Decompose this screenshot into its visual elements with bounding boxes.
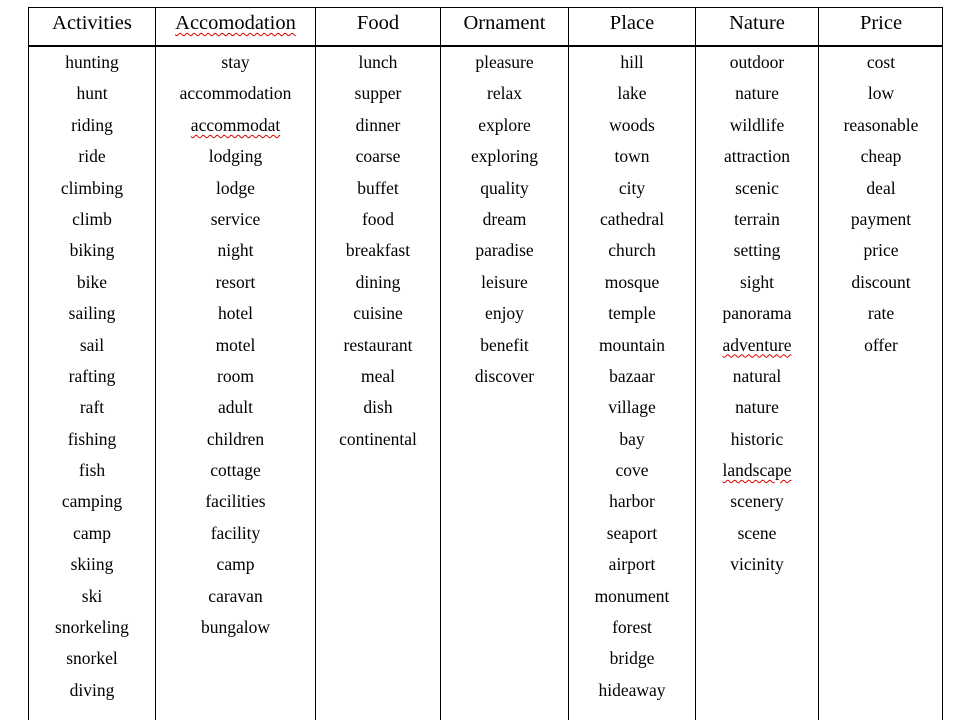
- column-food: [316, 8, 441, 720]
- column-body: [29, 53, 155, 712]
- table-cell: [696, 273, 818, 304]
- table-cell: [569, 524, 695, 555]
- table-cell: [316, 336, 440, 367]
- cell-word: lunch: [358, 52, 398, 72]
- table-cell: [29, 398, 155, 429]
- cell-word: meal: [360, 365, 395, 386]
- table-cell: [441, 210, 568, 241]
- column-header-text: Accomodation: [175, 12, 296, 34]
- table-cell: [569, 210, 695, 241]
- table-cell: [696, 555, 818, 586]
- cell-word: reasonable: [843, 114, 919, 135]
- column-header-ornament: Ornament: [463, 12, 546, 34]
- cell-word: landscape: [722, 460, 792, 481]
- column-price: [819, 8, 943, 720]
- word-category-table: [28, 7, 943, 720]
- column-ornament: [441, 8, 569, 720]
- table-cell: [696, 147, 818, 178]
- cell-word: room: [217, 365, 254, 386]
- table-cell: [819, 179, 943, 210]
- cell-word: setting: [733, 240, 781, 261]
- cell-word: children: [206, 428, 265, 449]
- cell-word: paradise: [475, 240, 534, 261]
- cell-word: cheap: [860, 146, 902, 167]
- column-header-activities: Activities: [52, 12, 132, 34]
- cell-word: dining: [355, 271, 401, 292]
- cell-word: scenic: [735, 177, 779, 198]
- table-cell: [696, 53, 818, 84]
- cell-word: facilities: [205, 491, 266, 512]
- table-cell: [316, 84, 440, 115]
- table-cell: [696, 430, 818, 461]
- cell-word: cottage: [210, 460, 261, 481]
- cell-word: biking: [69, 240, 115, 261]
- table-cell: [569, 53, 695, 84]
- cell-word: relax: [487, 83, 522, 104]
- table-cell: [696, 84, 818, 115]
- table-cell: [156, 304, 315, 335]
- cell-word: accommodat: [190, 114, 281, 135]
- table-cell: [29, 430, 155, 461]
- cell-word: adult: [218, 397, 253, 418]
- table-cell: [29, 241, 155, 272]
- table-cell: [696, 367, 818, 398]
- table-cell: [569, 618, 695, 649]
- table-cell: [441, 179, 568, 210]
- table-cell: [441, 241, 568, 272]
- table-cell: [29, 304, 155, 335]
- cell-word: lodging: [208, 146, 263, 167]
- cell-word: village: [608, 397, 656, 418]
- cell-word: dream: [482, 208, 527, 229]
- table-cell: [29, 53, 155, 84]
- column-body: [441, 53, 568, 398]
- cell-word: hunting: [65, 52, 119, 72]
- table-cell: [819, 241, 943, 272]
- cell-word: hunt: [76, 83, 108, 104]
- column-body: [569, 53, 695, 712]
- table-cell: [569, 116, 695, 147]
- cell-word: snorkel: [66, 648, 118, 669]
- table-cell: [156, 398, 315, 429]
- column-header-food: Food: [356, 12, 400, 34]
- table-cell: [819, 336, 943, 367]
- table-cell: [569, 461, 695, 492]
- table-cell: [441, 116, 568, 147]
- cell-word: wildlife: [729, 114, 785, 135]
- column-header-place: Place: [609, 12, 655, 34]
- table-cell: [29, 273, 155, 304]
- column-activities: [29, 8, 156, 720]
- cell-word: sailing: [68, 303, 116, 324]
- table-cell: [819, 116, 943, 147]
- cell-word: monument: [594, 585, 670, 606]
- table-cell: [569, 492, 695, 523]
- column-body: [819, 53, 943, 367]
- cell-word: restaurant: [343, 334, 413, 355]
- table-cell: [819, 273, 943, 304]
- cell-word: ride: [78, 146, 106, 167]
- table-cell: [29, 587, 155, 618]
- cell-word: panorama: [722, 303, 792, 324]
- cell-word: explore: [478, 114, 531, 135]
- cell-word: forest: [612, 617, 652, 638]
- cell-word: cathedral: [599, 208, 665, 229]
- table-cell: [316, 367, 440, 398]
- table-cell: [819, 147, 943, 178]
- table-cell: [441, 273, 568, 304]
- table-cell: [156, 53, 315, 84]
- table-cell: [29, 336, 155, 367]
- cell-word: lodge: [216, 177, 255, 198]
- table-cell: [316, 179, 440, 210]
- cell-word: bungalow: [200, 617, 271, 638]
- table-cell: [316, 147, 440, 178]
- table-cell: [569, 555, 695, 586]
- table-cell: [569, 241, 695, 272]
- cell-word: food: [361, 208, 395, 229]
- cell-word: bay: [619, 428, 645, 449]
- table-cell: [29, 681, 155, 712]
- table-cell: [29, 84, 155, 115]
- table-cell: [441, 304, 568, 335]
- column-accomodation: [156, 8, 316, 720]
- table-cell: [29, 116, 155, 147]
- column-header-price: Price: [859, 12, 903, 34]
- cell-word: pleasure: [475, 52, 534, 72]
- cell-word: resort: [215, 271, 256, 292]
- table-cell: [441, 53, 568, 84]
- cell-word: ski: [81, 585, 103, 606]
- table-cell: [819, 53, 943, 84]
- cell-word: buffet: [357, 177, 399, 198]
- cell-word: fishing: [67, 428, 117, 449]
- cell-word: cove: [615, 460, 649, 481]
- table-cell: [29, 618, 155, 649]
- table-cell: [156, 147, 315, 178]
- cell-word: historic: [730, 428, 784, 449]
- cell-word: mountain: [598, 334, 666, 355]
- table-cell: [569, 273, 695, 304]
- cell-word: offer: [864, 334, 898, 355]
- cell-word: hill: [620, 52, 644, 72]
- cell-word: enjoy: [485, 303, 524, 324]
- cell-word: harbor: [609, 491, 655, 512]
- table-cell: [316, 273, 440, 304]
- table-cell: [569, 304, 695, 335]
- cell-word: discount: [851, 271, 911, 292]
- table-cell: [696, 179, 818, 210]
- cell-word: payment: [850, 208, 912, 229]
- table-cell: [316, 398, 440, 429]
- table-cell: [316, 304, 440, 335]
- table-cell: [156, 524, 315, 555]
- table-cell: [156, 461, 315, 492]
- cell-word: fish: [78, 460, 106, 481]
- table-cell: [316, 241, 440, 272]
- table-cell: [696, 241, 818, 272]
- table-cell: [156, 241, 315, 272]
- table-cell: [819, 210, 943, 241]
- cell-word: woods: [609, 114, 655, 135]
- table-cell: [29, 179, 155, 210]
- cell-word: hideaway: [598, 679, 666, 700]
- cell-word: vicinity: [730, 554, 784, 575]
- cell-word: bike: [76, 271, 108, 292]
- cell-word: airport: [608, 554, 656, 575]
- table-cell: [29, 461, 155, 492]
- table-cell: [29, 524, 155, 555]
- cell-word: caravan: [208, 585, 263, 606]
- cell-word: bridge: [609, 648, 655, 669]
- table-cell: [696, 398, 818, 429]
- cell-word: accommodation: [179, 83, 292, 104]
- cell-word: scenery: [730, 491, 784, 512]
- cell-word: snorkeling: [55, 617, 129, 638]
- cell-word: sight: [739, 271, 775, 292]
- cell-word: benefit: [480, 334, 529, 355]
- table-cell: [156, 555, 315, 586]
- table-cell: [819, 84, 943, 115]
- cell-word: deal: [866, 177, 896, 198]
- cell-word: outdoor: [729, 52, 785, 72]
- table-cell: [569, 84, 695, 115]
- table-cell: [156, 210, 315, 241]
- table-cell: [156, 116, 315, 147]
- table-cell: [569, 336, 695, 367]
- cell-word: scene: [737, 522, 777, 543]
- table-cell: [29, 147, 155, 178]
- table-cell: [569, 147, 695, 178]
- column-place: [569, 8, 696, 720]
- table-cell: [156, 430, 315, 461]
- cell-word: sail: [79, 334, 105, 355]
- cell-word: breakfast: [345, 240, 411, 261]
- cell-word: facility: [210, 522, 261, 543]
- table-cell: [569, 587, 695, 618]
- table-cell: [316, 116, 440, 147]
- cell-word: temple: [608, 303, 656, 324]
- table-cell: [316, 210, 440, 241]
- table-cell: [29, 555, 155, 586]
- cell-word: supper: [354, 83, 402, 104]
- table-cell: [316, 430, 440, 461]
- cell-word: coarse: [355, 146, 401, 167]
- table-cell: [29, 492, 155, 523]
- table-cell: [29, 367, 155, 398]
- column-body: [316, 53, 440, 461]
- cell-word: cuisine: [353, 303, 403, 324]
- table-cell: [441, 84, 568, 115]
- column-header-nature: Nature: [729, 12, 785, 34]
- table-cell: [156, 179, 315, 210]
- cell-word: dish: [363, 397, 393, 418]
- table-cell: [569, 367, 695, 398]
- table-cell: [696, 210, 818, 241]
- cell-word: city: [618, 177, 646, 198]
- cell-word: town: [614, 146, 650, 167]
- cell-word: bazaar: [609, 365, 655, 386]
- table-cell: [569, 430, 695, 461]
- cell-word: natural: [732, 365, 782, 386]
- cell-word: terrain: [734, 208, 780, 229]
- cell-word: dinner: [355, 114, 401, 135]
- table-cell: [156, 587, 315, 618]
- table-cell: [29, 210, 155, 241]
- table-cell: [696, 336, 818, 367]
- table-cell: [696, 461, 818, 492]
- table-cell: [569, 681, 695, 712]
- table-cell: [29, 649, 155, 680]
- table-cell: [569, 398, 695, 429]
- cell-word: exploring: [470, 146, 539, 167]
- table-cell: [441, 367, 568, 398]
- cell-word: diving: [69, 679, 115, 700]
- cell-word: quality: [480, 177, 529, 198]
- table-cell: [156, 336, 315, 367]
- cell-word: climb: [72, 208, 112, 229]
- table-cell: [696, 524, 818, 555]
- cell-word: church: [608, 240, 656, 261]
- cell-word: nature: [735, 397, 779, 418]
- cell-word: hotel: [218, 303, 253, 324]
- table-cell: [441, 336, 568, 367]
- column-body: [696, 53, 818, 587]
- cell-word: rafting: [68, 365, 116, 386]
- cell-word: climbing: [60, 177, 124, 198]
- table-cell: [156, 84, 315, 115]
- table-cell: [819, 304, 943, 335]
- cell-word: nature: [735, 83, 779, 104]
- column-body: [156, 53, 315, 649]
- cell-word: mosque: [604, 271, 660, 292]
- cell-word: discover: [474, 365, 535, 386]
- table-cell: [156, 492, 315, 523]
- cell-word: low: [867, 83, 895, 104]
- table-cell: [569, 179, 695, 210]
- table-cell: [156, 273, 315, 304]
- cell-word: service: [210, 208, 261, 229]
- cell-word: rate: [867, 303, 895, 324]
- cell-word: camping: [61, 491, 123, 512]
- table-cell: [156, 367, 315, 398]
- cell-word: lake: [617, 83, 647, 104]
- cell-word: skiing: [70, 554, 114, 575]
- cell-word: raft: [79, 397, 105, 418]
- table-cell: [696, 116, 818, 147]
- cell-word: continental: [339, 428, 417, 449]
- column-header-accomodation: [156, 8, 315, 47]
- column-nature: [696, 8, 819, 720]
- cell-word: price: [863, 240, 899, 261]
- cell-word: camp: [216, 554, 255, 575]
- cell-word: night: [217, 240, 254, 261]
- table-cell: [569, 649, 695, 680]
- cell-word: stay: [221, 52, 250, 72]
- cell-word: camp: [73, 522, 111, 543]
- table-cell: [316, 53, 440, 84]
- table-cell: [696, 492, 818, 523]
- cell-word: adventure: [722, 334, 792, 355]
- cell-word: motel: [215, 334, 256, 355]
- cell-word: leisure: [481, 271, 528, 292]
- table-cell: [156, 618, 315, 649]
- cell-word: seaport: [606, 522, 658, 543]
- cell-word: riding: [71, 114, 113, 135]
- cell-word: attraction: [723, 146, 791, 167]
- table-cell: [696, 304, 818, 335]
- cell-word: cost: [866, 52, 896, 72]
- table-cell: [441, 147, 568, 178]
